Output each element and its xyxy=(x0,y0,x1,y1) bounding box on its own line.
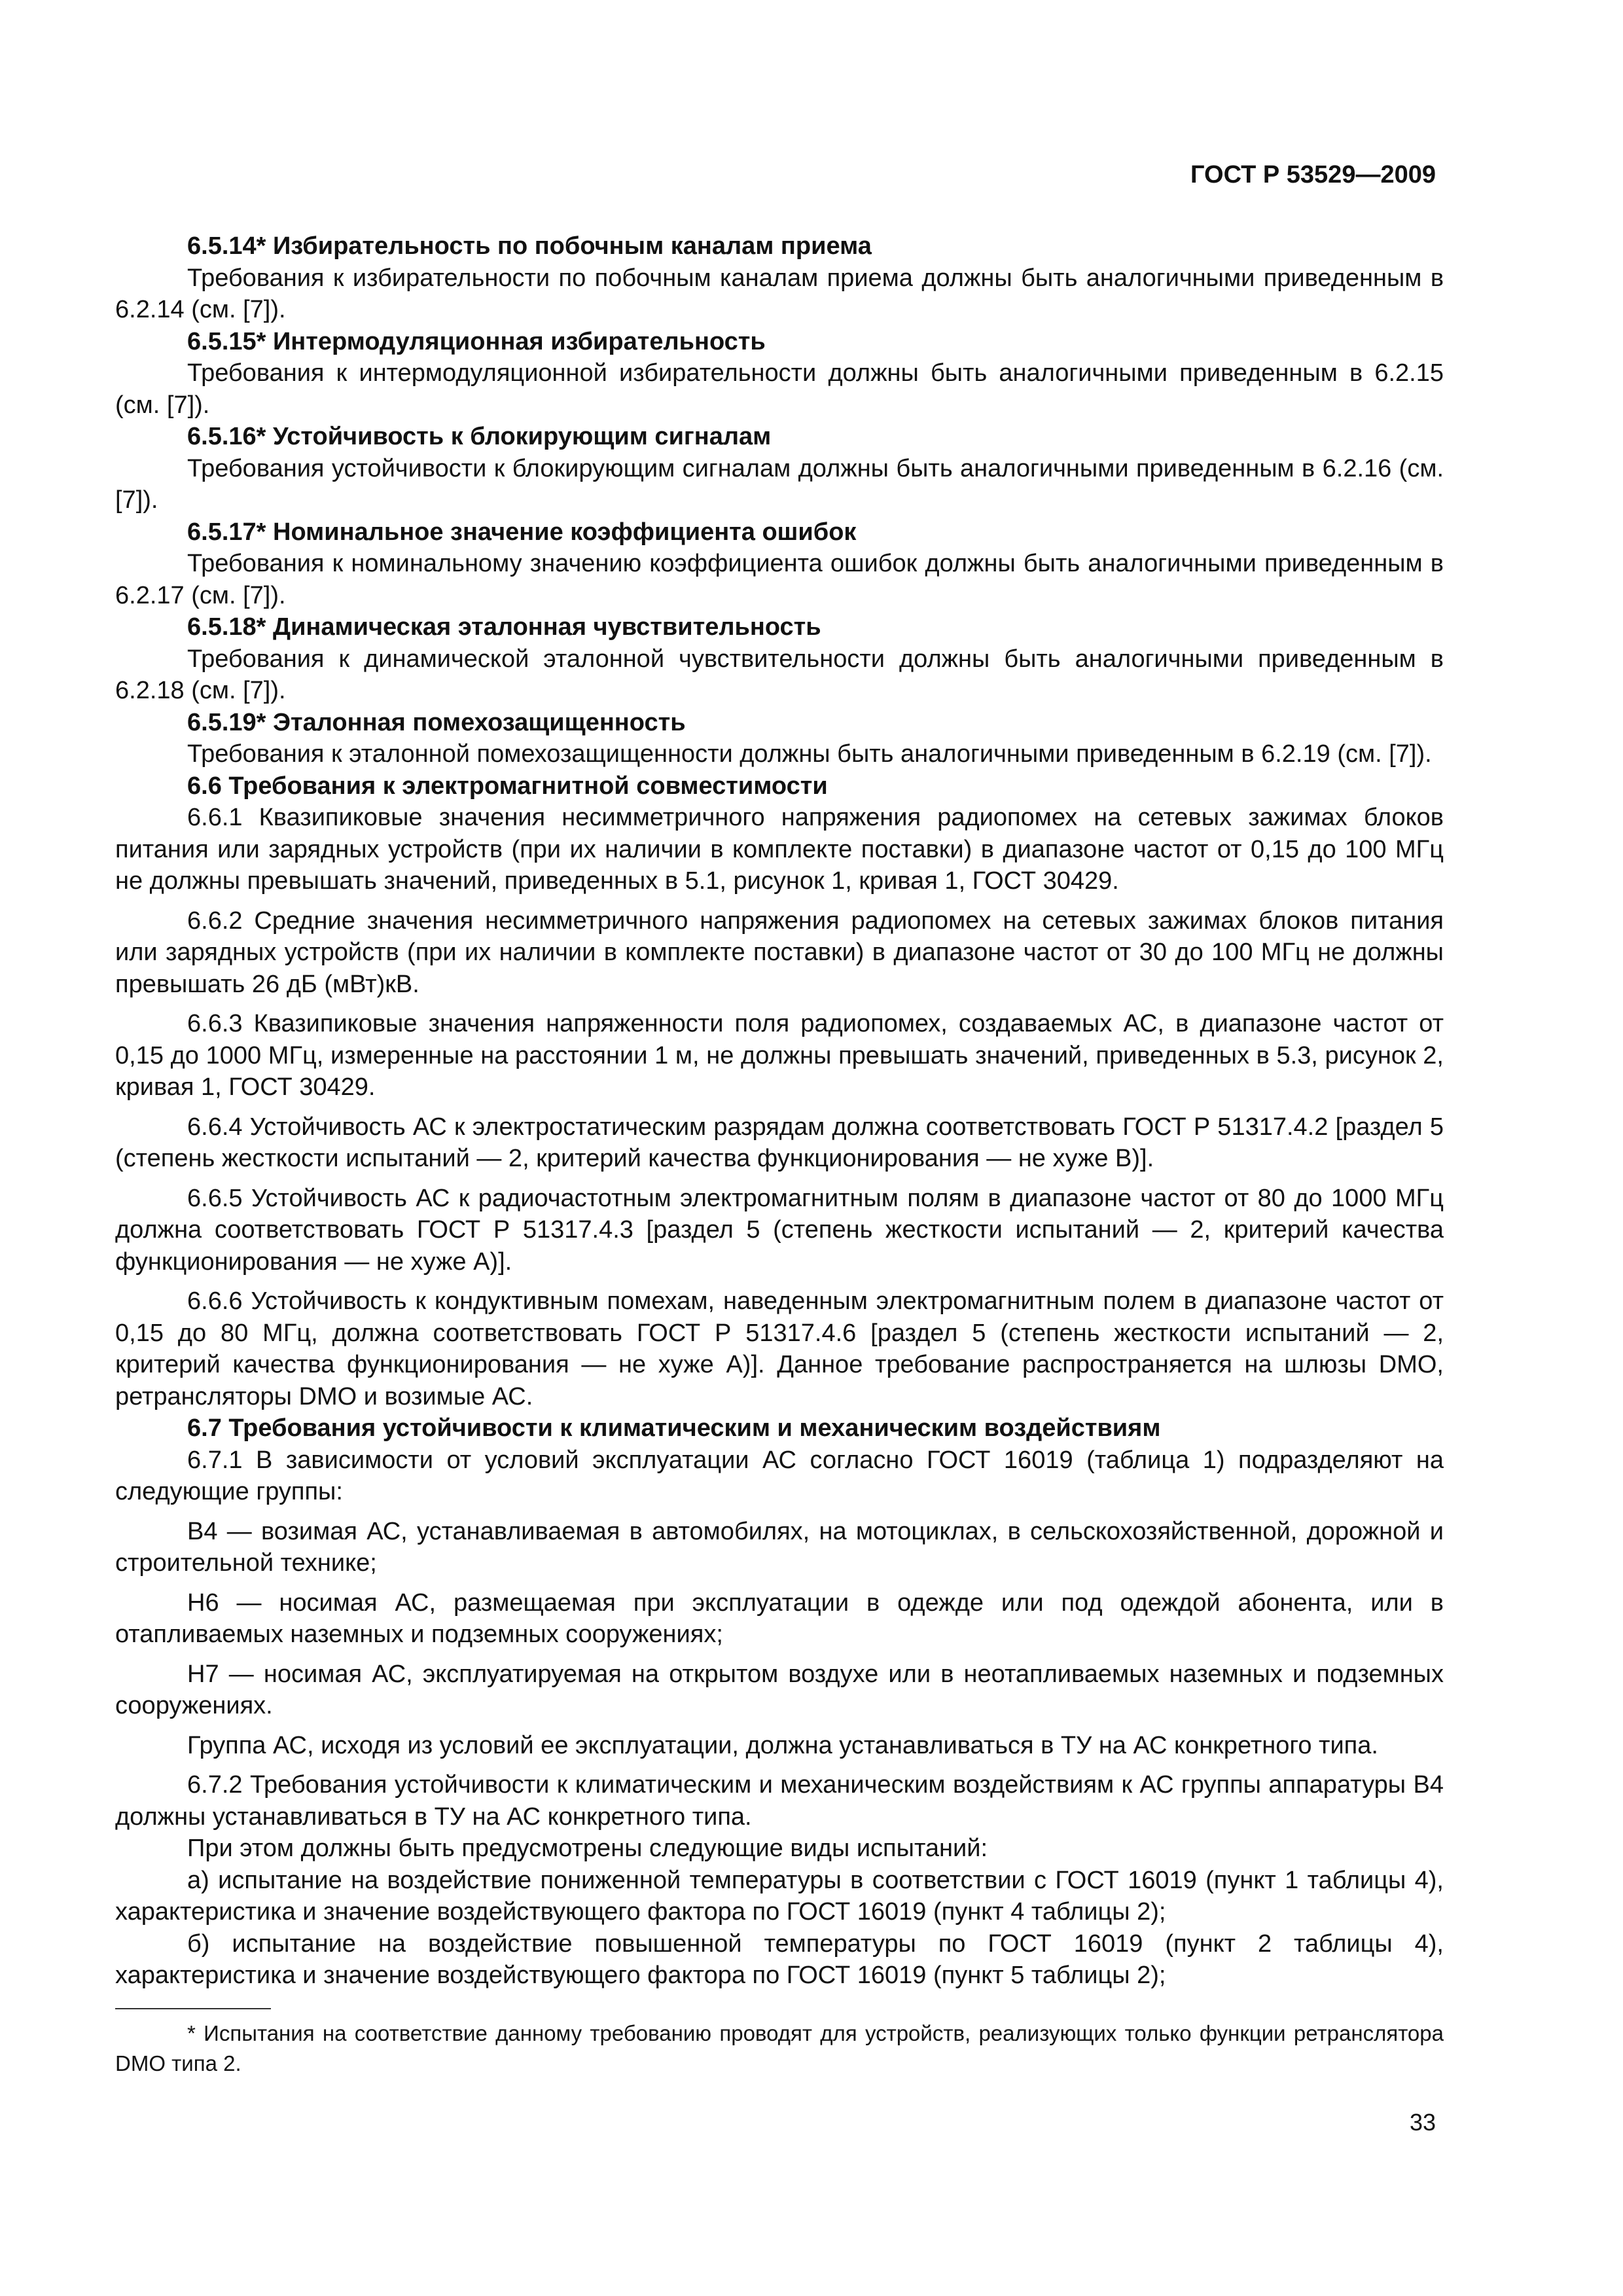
section-heading: 6.6 Требования к электромагнитной совместимости xyxy=(187,772,828,800)
paragraph: 6.7.1 В зависимости от условий эксплуатации АС согласно ГОСТ 16019 (таблица 1) подразделяют на следующие группы: xyxy=(115,1446,1444,1505)
document-header: ГОСТ Р 53529—2009 xyxy=(1190,161,1436,188)
paragraph: Требования к избирательности по побочным каналам приема должны быть аналогичными приведенным в 6.2.14 (см. [7]). xyxy=(115,264,1444,323)
footnote-divider xyxy=(115,2008,271,2009)
paragraph: При этом должны быть предусмотрены следующие виды испытаний: xyxy=(187,1835,988,1862)
paragraph: Требования к интермодуляционной избирательности должны быть аналогичными приведенным в 6.2.15 (см. [7]). xyxy=(115,359,1444,419)
paragraph: б) испытание на воздействие повышенной температуры по ГОСТ 16019 (пункт 2 таблицы 4), характеристика и значение воздействующего фактора по ГОСТ 16019 (пункт 5 таблицы 2); xyxy=(115,1929,1444,1989)
paragraph: Требования устойчивости к блокирующим сигналам должны быть аналогичными приведенным в 6.2.16 (см. [7]). xyxy=(115,454,1444,514)
section-heading: 6.5.16* Устойчивость к блокирующим сигналам xyxy=(187,423,772,450)
section-heading: 6.5.17* Номинальное значение коэффициента ошибок xyxy=(187,518,857,546)
page-number: 33 xyxy=(1409,2109,1436,2136)
paragraph: 6.6.4 Устойчивость АС к электростатическим разрядам должна соответствовать ГОСТ Р 51317.4.2 [раздел 5 (степень жесткости испытаний — 2, критерий качества функционирования — не хуже В)]. xyxy=(115,1113,1444,1172)
paragraph: Требования к эталонной помехозащищенности должны быть аналогичными приведенным в 6.2.19 (см. [7]). xyxy=(187,740,1432,768)
paragraph: 6.6.5 Устойчивость АС к радиочастотным электромагнитным полям в диапазоне частот от 80 до 1000 МГц должна соответствовать ГОСТ Р 51317.4.3 [раздел 5 (степень жесткости испытаний — 2, критерий качества функционирования — не хуже А)]. xyxy=(115,1184,1444,1276)
section-heading: 6.5.19* Эталонная помехозащищенность xyxy=(187,708,686,736)
paragraph: Требования к номинальному значению коэффициента ошибок должны быть аналогичными приведенным в 6.2.17 (см. [7]). xyxy=(115,550,1444,609)
paragraph: Н6 — носимая АС, размещаемая при эксплуатации в одежде или под одеждой абонента, или в отапливаемых наземных и подземных сооружениях; xyxy=(115,1588,1444,1648)
paragraph: Группа АС, исходя из условий ее эксплуатации, должна устанавливаться в ТУ на АС конкретного типа. xyxy=(187,1731,1378,1759)
section-heading: 6.7 Требования устойчивости к климатическим и механическим воздействиям xyxy=(187,1414,1161,1442)
paragraph: 6.6.2 Средние значения несимметричного напряжения радиопомех на сетевых зажимах блоков питания или зарядных устройств (при их наличии в комплекте поставки) в диапазоне частот от 30 до 100 МГц не должны превышать 26 дБ (мВт)кВ. xyxy=(115,906,1444,998)
paragraph: Требования к динамической эталонной чувствительности должны быть аналогичными приведенным в 6.2.18 (см. [7]). xyxy=(115,645,1444,704)
footnote: * Испытания на соответствие данному требованию проводят для устройств, реализующих только функции ретранслятора DMO типа 2. xyxy=(115,2021,1444,2075)
paragraph: Н7 — носимая АС, эксплуатируемая на открытом воздухе или в неотапливаемых наземных и подземных сооружениях. xyxy=(115,1660,1444,1719)
paragraph: 6.6.6 Устойчивость к кондуктивным помехам, наведенным электромагнитным полем в диапазоне частот от 0,15 до 80 МГц, должна соответствовать ГОСТ Р 51317.4.6 [раздел 5 (степень жесткости испытаний — 2, критерий качества функционирования — не хуже А)]. Данное требование распространяется на шлюзы DMO, ретрансляторы DMO и возимые АС. xyxy=(115,1287,1444,1410)
paragraph: а) испытание на воздействие пониженной температуры в соответствии с ГОСТ 16019 (пункт 1 таблицы 4), характеристика и значение воздействующего фактора по ГОСТ 16019 (пункт 4 таблицы 2); xyxy=(115,1866,1444,1926)
paragraph: В4 — возимая АС, устанавливаемая в автомобилях, на мотоциклах, в сельскохозяйственной, дорожной и строительной технике; xyxy=(115,1517,1444,1577)
paragraph: 6.6.3 Квазипиковые значения напряженности поля радиопомех, создаваемых АС, в диапазоне частот от 0,15 до 1000 МГц, измеренные на расстоянии 1 м, не должны превышать значений, приведенных в 5.3, рисунок 2, кривая 1, ГОСТ 30429. xyxy=(115,1010,1444,1101)
section-heading: 6.5.18* Динамическая эталонная чувствительность xyxy=(187,613,821,641)
paragraph: 6.6.1 Квазипиковые значения несимметричного напряжения радиопомех на сетевых зажимах блоков питания или зарядных устройств (при их наличии в комплекте поставки) в диапазоне частот от 0,15 до 100 МГц не должны превышать значений, приведенных в 5.1, рисунок 1, кривая 1, ГОСТ 30429. xyxy=(115,804,1444,895)
body-text xyxy=(115,230,1444,1992)
section-heading: 6.5.15* Интермодуляционная избирательность xyxy=(187,327,766,355)
section-heading: 6.5.14* Избирательность по побочным каналам приема xyxy=(187,232,872,260)
paragraph: 6.7.2 Требования устойчивости к климатическим и механическим воздействиям к АС группы аппаратуры В4 должны устанавливаться в ТУ на АС конкретного типа. xyxy=(115,1771,1444,1831)
